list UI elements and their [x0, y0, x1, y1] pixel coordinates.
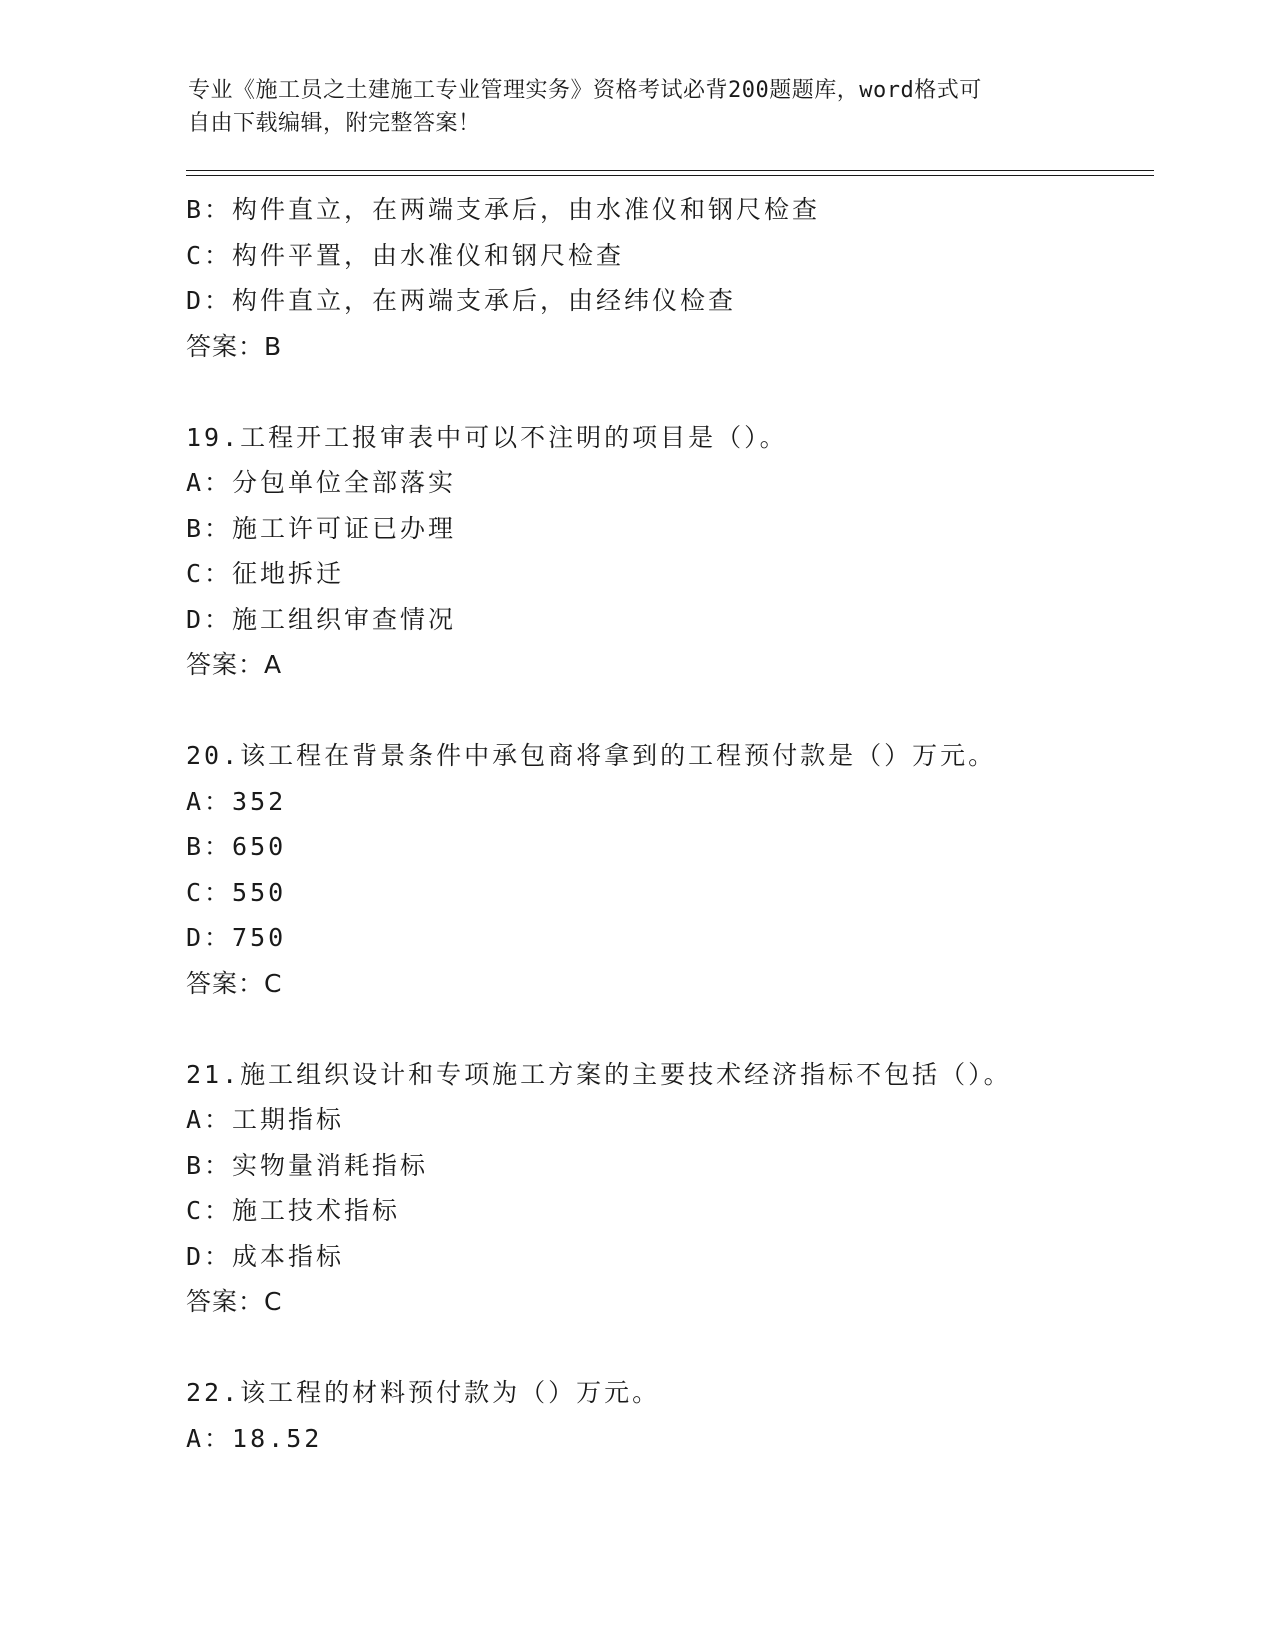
option-a: A：工期指标 [186, 1105, 345, 1134]
question-stem: 20.该工程在背景条件中承包商将拿到的工程预付款是（）万元。 [186, 741, 997, 770]
option-a: A：分包单位全部落实 [186, 468, 457, 497]
option-d: D：构件直立，在两端支承后，由经纬仪检查 [186, 286, 737, 315]
question-block-19 [186, 415, 1146, 688]
question-stem: 19.工程开工报审表中可以不注明的项目是（）。 [186, 422, 788, 452]
option-b: B：施工许可证已办理 [186, 513, 457, 543]
document-header [188, 74, 1068, 140]
question-block-18 [186, 187, 1146, 369]
option-d: D：750 [186, 923, 287, 952]
option-c: C：施工技术指标 [186, 1196, 401, 1225]
answer-line: 答案：C [186, 968, 283, 998]
option-a: A：352 [186, 786, 287, 816]
answer-line: 答案：A [186, 650, 283, 679]
option-c: C：征地拆迁 [186, 559, 345, 588]
question-stem: 22.该工程的材料预付款为（）万元。 [186, 1378, 661, 1407]
option-d: D：成本指标 [186, 1241, 345, 1271]
question-block-21 [186, 1052, 1146, 1325]
answer-line: 答案：B [186, 331, 283, 361]
header-line-1: 专业《施工员之土建施工专业管理实务》资格考试必背200题题库，word格式可 [188, 78, 982, 103]
header-line-2: 自由下载编辑，附完整答案！ [188, 111, 481, 136]
option-b: B：构件直立，在两端支承后，由水准仪和钢尺检查 [186, 195, 821, 224]
question-block-22 [186, 1370, 1146, 1461]
question-list [186, 187, 1146, 1461]
option-d: D：施工组织审查情况 [186, 604, 457, 634]
answer-line: 答案：C [186, 1287, 283, 1316]
question-stem: 21.施工组织设计和专项施工方案的主要技术经济指标不包括（）。 [186, 1059, 1012, 1089]
option-a: A：18.52 [186, 1423, 323, 1453]
option-c: C：550 [186, 877, 287, 907]
option-b: B：650 [186, 832, 287, 861]
option-b: B：实物量消耗指标 [186, 1150, 429, 1180]
header-rule-bottom [186, 175, 1154, 176]
question-block-20 [186, 733, 1146, 1006]
header-rule-top [186, 170, 1154, 171]
option-c: C：构件平置，由水准仪和钢尺检查 [186, 240, 625, 270]
